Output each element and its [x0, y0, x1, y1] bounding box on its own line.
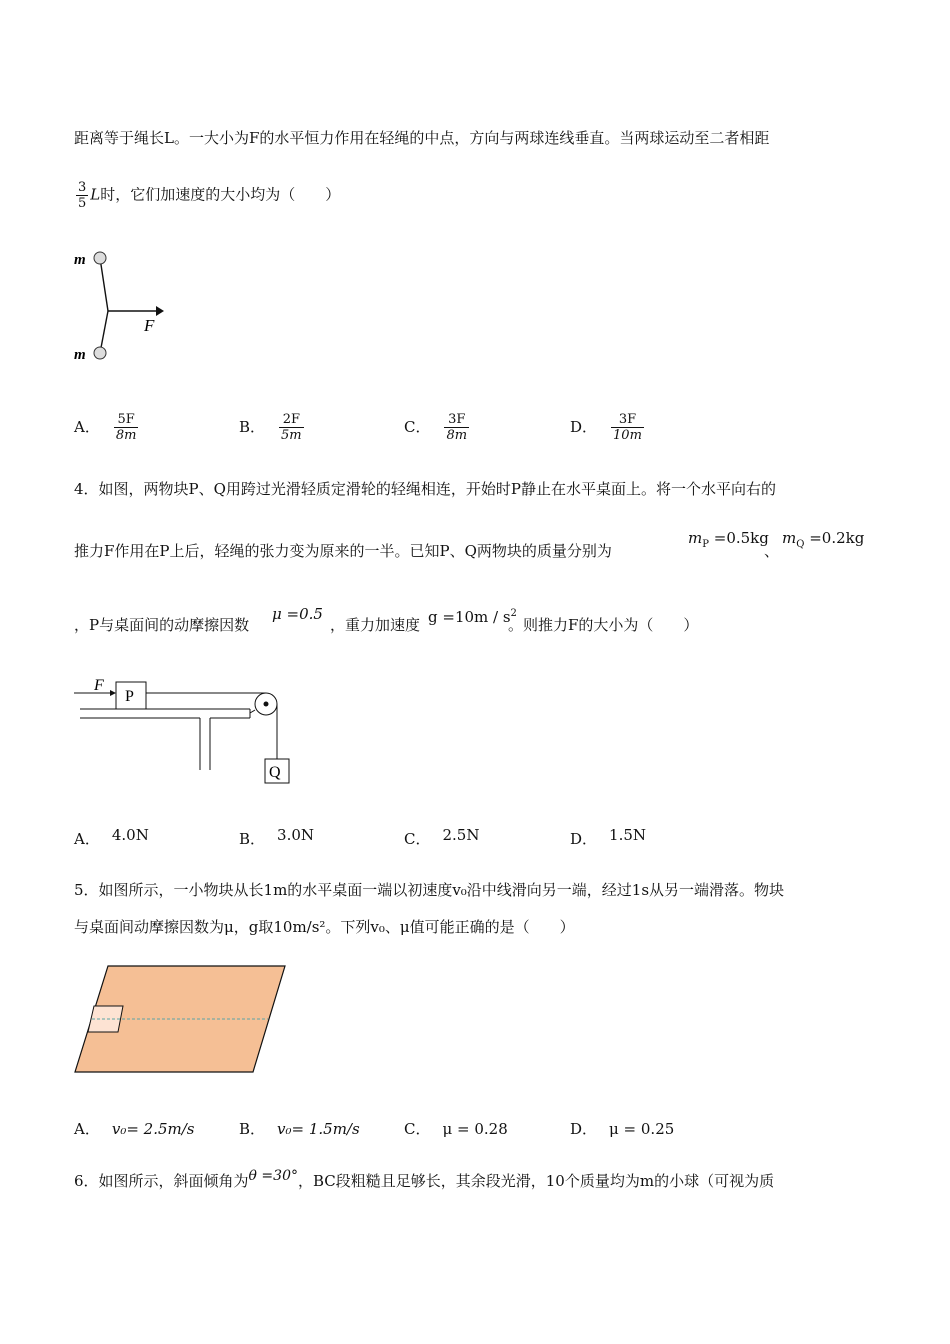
- q4-g-value: g =10m / s: [428, 608, 511, 626]
- option-label: D．: [570, 830, 598, 848]
- q6-line1-a: 6．如图所示，斜面倾角为: [74, 1172, 249, 1190]
- q4-g: [428, 603, 517, 628]
- q5-text-line2: 与桌面间动摩擦因数为μ，g取10m/s²。下列v₀、μ值可能正确的是（ ）: [74, 918, 575, 936]
- q3-frac-num: 3: [78, 180, 87, 195]
- q4-mq-sub: Q: [796, 539, 805, 550]
- q4-line3-a: ，P与桌面间的动摩擦因数: [74, 616, 250, 634]
- option-label: A．: [74, 417, 100, 436]
- q4-mass-q: [782, 527, 864, 556]
- q4-mu-value: μ =0.5: [272, 605, 323, 623]
- q4-mp-symbol: m: [688, 529, 703, 547]
- q4-mq-symbol: m: [782, 529, 797, 547]
- q5-option-b[interactable]: [239, 1118, 360, 1140]
- option-value: 3.0N: [277, 826, 315, 844]
- option-value: 1.5N: [609, 826, 647, 844]
- option-label: B．: [239, 1120, 266, 1138]
- q6-theta: θ =30°: [248, 1168, 298, 1184]
- q3-frac-var: L: [90, 185, 101, 204]
- option-den: 8m: [115, 428, 137, 443]
- option-label: A．: [74, 830, 100, 848]
- q3-mass-top-label: m: [74, 252, 86, 268]
- q3-line2-rest: 时，它们加速度的大小均为（ ）: [100, 185, 341, 204]
- q6-line1-b: ，BC段粗糙且足够长，其余段光滑，10个质量均为m的小球（可视为质: [297, 1172, 775, 1190]
- q4-line2-text: 推力F作用在P上后，轻绳的张力变为原来的一半。已知P、Q两物块的质量分别为: [74, 542, 612, 560]
- q4-line3-c: 。则推力F的大小为（ ）: [508, 616, 699, 634]
- option-value: μ = 0.28: [442, 1120, 508, 1138]
- option-label: D．: [570, 1120, 598, 1138]
- q3-frac-den: 5: [78, 196, 87, 211]
- option-den: 5m: [281, 428, 302, 443]
- q4-text-line2: [74, 540, 612, 562]
- q5-option-a[interactable]: [74, 1118, 195, 1140]
- option-value: 2.5N: [442, 826, 480, 844]
- q4-block-q-label: Q: [269, 764, 281, 781]
- q3-force-label: F: [144, 316, 155, 335]
- q4-option-a[interactable]: [74, 828, 149, 850]
- q3-mass-bottom-label: m: [74, 347, 86, 363]
- q4-text-line3: [74, 614, 249, 636]
- option-num: 3F: [611, 412, 644, 428]
- option-den: 10m: [613, 428, 642, 443]
- option-label: B．: [239, 417, 266, 436]
- option-den: 8m: [446, 428, 468, 443]
- q4-figure: [70, 672, 300, 790]
- q4-mp-value: =0.5kg: [713, 529, 769, 547]
- option-value: 4.0N: [111, 826, 149, 844]
- q4-mu: [272, 603, 323, 625]
- q3-fraction: [76, 180, 88, 211]
- q3-text-line1: 距离等于绳长L。一大小为F的水平恒力作用在轻绳的中点，方向与两球连线垂直。当两球运动至二者相距: [74, 129, 770, 147]
- option-label: B．: [239, 830, 266, 848]
- option-value: v₀= 1.5m/s: [277, 1120, 360, 1138]
- option-value: v₀= 2.5m/s: [111, 1120, 195, 1138]
- option-label: C．: [404, 1120, 431, 1138]
- q4-mass-p: [688, 527, 769, 556]
- q4-text-line1: 4．如图，两物块P、Q用跨过光滑轻质定滑轮的轻绳相连，开始时P静止在水平桌面上。将一个水平向右的: [74, 480, 777, 498]
- option-num: 3F: [444, 412, 469, 428]
- q4-block-p-label: P: [125, 688, 134, 705]
- q4-sep: 、: [764, 542, 780, 560]
- q4-mq-value: =0.2kg: [809, 529, 865, 547]
- option-label: A．: [74, 1120, 100, 1138]
- q3-option-a[interactable]: [74, 412, 140, 443]
- q5-option-c[interactable]: [404, 1118, 508, 1140]
- q4-force-label: F: [94, 677, 104, 694]
- option-num: 5F: [114, 412, 139, 428]
- q4-option-b[interactable]: [239, 828, 314, 850]
- q4-option-d[interactable]: [570, 828, 646, 850]
- q4-g-sup: 2: [510, 608, 517, 619]
- q5-option-d[interactable]: [570, 1118, 674, 1140]
- option-label: C．: [404, 417, 431, 436]
- q3-option-b[interactable]: [239, 412, 306, 443]
- option-label: C．: [404, 830, 431, 848]
- option-label: D．: [570, 417, 598, 436]
- q5-figure: [70, 962, 292, 1078]
- q3-option-c[interactable]: [404, 412, 471, 443]
- q4-line3-b: ，重力加速度: [330, 616, 421, 634]
- option-num: 2F: [279, 412, 304, 428]
- q6-text-line1: [74, 1170, 774, 1193]
- q3-figure: [70, 245, 170, 365]
- q4-option-c[interactable]: [404, 828, 479, 850]
- option-value: μ = 0.25: [609, 1120, 675, 1138]
- q3-text-line2: [74, 180, 340, 211]
- q3-option-d[interactable]: [570, 412, 646, 443]
- q4-mp-sub: P: [702, 539, 709, 550]
- q5-text-line1: 5．如图所示，一小物块从长1m的水平桌面一端以初速度v₀沿中线滑向另一端，经过1s从另一端滑落。物块: [74, 881, 785, 899]
